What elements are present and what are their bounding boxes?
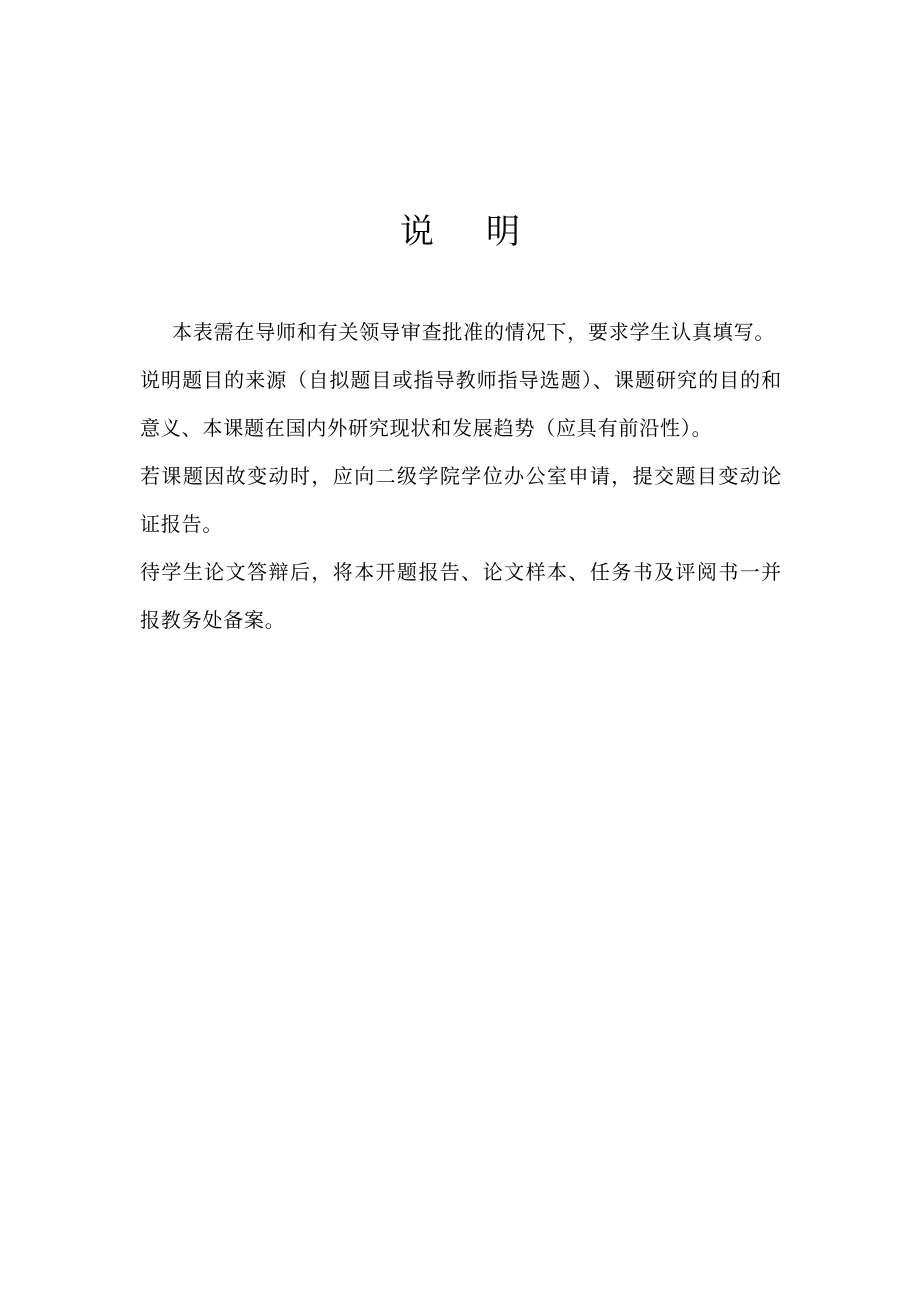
page-title: 说明 [400, 212, 572, 252]
instruction-paragraph-1: 本表需在导师和有关领导审查批准的情况下，要求学生认真填写。 [172, 320, 776, 344]
instruction-paragraph-4: 待学生论文答辩后，将本开题报告、论文样本、任务书及评阅书一并报教务处备案。 [140, 560, 782, 632]
instruction-paragraph-3: 若课题因故变动时，应向二级学院学位办公室申请，提交题目变动论证报告。 [140, 464, 782, 536]
instruction-paragraph-2: 说明题目的来源（自拟题目或指导教师指导选题）、课题研究的目的和意义、本课题在国内外研究现状和发展趋势（应具有前沿性）。 [140, 368, 782, 440]
instructions-body [140, 308, 782, 644]
